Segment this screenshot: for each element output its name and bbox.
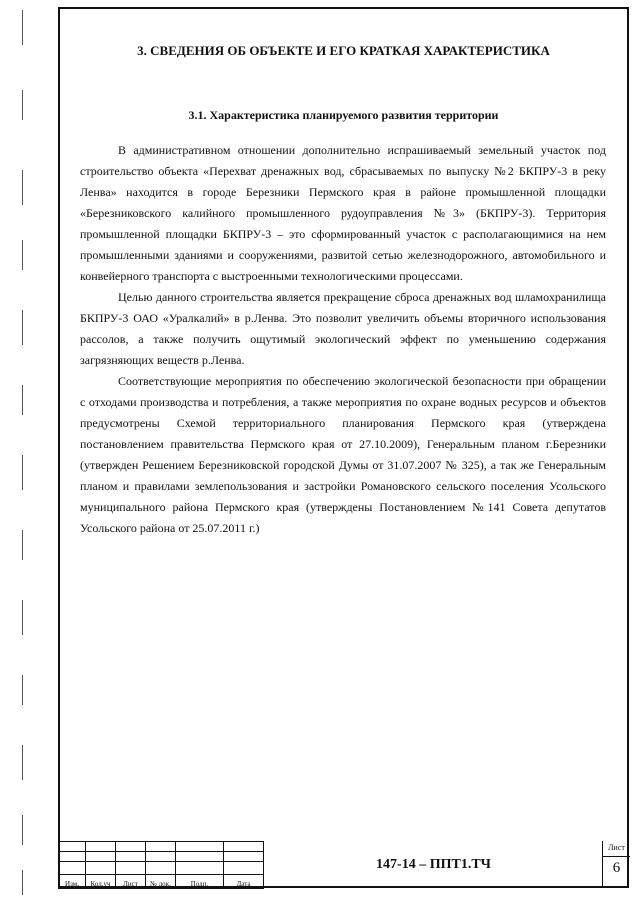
sheet-number: 6 bbox=[612, 860, 621, 876]
sheet-label: Лист bbox=[608, 843, 625, 852]
paragraph: В административном отношении дополнительно испрашиваемый земельный участок под строительство объекта «Перехват дренажных вод, сбрасываемых по выпуску №2 БКПРУ-3 в реку Ленва» находится в городе Березники Пермского края в районе промышленной площадки «Березниковского калийного промышленного рудоуправления №3» (БКПРУ-3). Территория промышленной площадки БКПРУ-3 – это сформированный участок с располагающимися на нем промышленными зданиями и сооружениями, развитой сетью железнодорожного, автомобильного и конвейерного транспорта с выстроенными технологическими процессами. bbox=[80, 143, 606, 283]
paragraph: Соответствующие мероприятия по обеспечению экологической безопасности при обращении с отходами производства и потребления, а также мероприятия по охране водных ресурсов и объектов предусмотрены Схемой территориального планирования Пермского края (утверждена постановлением правительства Пермского края от 27.10.2009), Генеральным планом г.Березники (утвержден Решением Березниковской городской Думы от 31.07.2007 № 325), а так же Генеральным планом и правилами землепользования и застройки Романовского сельского поселения Усольского муниципального района Пермского края (утверждены Постановлением №141 Совета депутатов Усольского района от 25.07.2011 г.) bbox=[80, 374, 606, 535]
paragraph: Целью данного строительства является прекращение сброса дренажных вод шламохранилища БКПРУ-3 ОАО «Уралкалий» в р.Ленва. Это позволит увеличить объемы вторичного использования рассолов, а также получить ощутимый экологический эффект по уменьшению содержания загрязняющих веществ р.Ленва. bbox=[80, 290, 606, 367]
stamp-column-label: Дата bbox=[224, 875, 264, 889]
stamp-column-label: Кол.уч bbox=[86, 875, 116, 889]
stamp-column-label: Подп. bbox=[176, 875, 224, 889]
stamp-column-label: Лист bbox=[116, 875, 146, 889]
binding-margin-marks bbox=[0, 0, 40, 905]
sheet-divider bbox=[603, 856, 630, 857]
stamp-column-label: № док. bbox=[146, 875, 176, 889]
sheet-box bbox=[602, 841, 630, 888]
document-code: 147-14 – ППТ1.ТЧ bbox=[263, 841, 603, 888]
body-text bbox=[80, 140, 606, 539]
stamp-column-label: Изм. bbox=[59, 875, 86, 889]
revision-table bbox=[58, 841, 264, 889]
subsection-heading: 3.1. Характеристика планируемого развития территории bbox=[188, 108, 499, 122]
section-heading: 3. СВЕДЕНИЯ ОБ ОБЪЕКТЕ И ЕГО КРАТКАЯ ХАРАКТЕРИСТИКА bbox=[137, 43, 550, 58]
title-block-stamp bbox=[58, 841, 629, 888]
